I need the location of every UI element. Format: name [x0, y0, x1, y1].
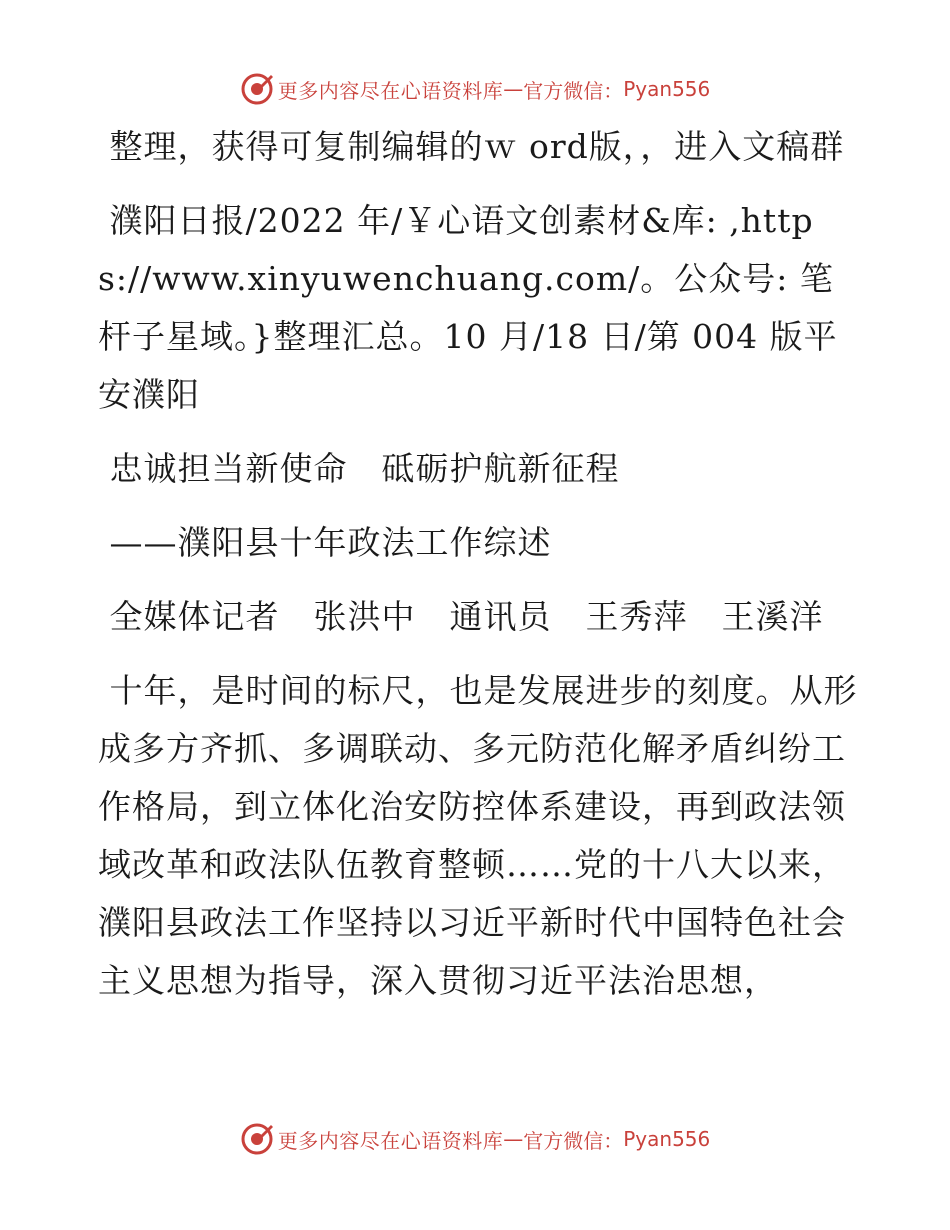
- document-body: [98, 118, 858, 1026]
- footer-banner: [0, 1122, 950, 1156]
- header-banner: [0, 72, 950, 106]
- article-subtitle: ——濮阳县十年政法工作综述: [98, 523, 552, 562]
- pen-circle-icon: [240, 72, 274, 106]
- intro-paragraph: 整理，获得可复制编辑的ｗ ord版，，进入文稿群: [98, 127, 845, 166]
- article-body-paragraph: 十年，是时间的标尺，也是发展进步的刻度。从形成多方齐抓、多调联动、多元防范化解矛盾纠纷工作格局，到立体化治安防控体系建设，再到政法领域改革和政法队伍教育整顿……党的十八大以来，濮阳县政法工作坚持以习近平新时代中国特色社会主义思想为指导，深入贯彻习近平法治思想，: [98, 671, 858, 1000]
- banner-wechat-id: Pyan556: [623, 1127, 711, 1151]
- banner-text: 更多内容尽在心语资料库: [277, 78, 504, 103]
- article-byline: 全媒体记者 张洪中 通讯员 王秀萍 王溪洋: [98, 597, 824, 636]
- banner-dash: —: [503, 77, 524, 101]
- banner-dash: —: [503, 1127, 524, 1151]
- banner-wechat-id: Pyan556: [623, 77, 711, 101]
- banner-wechat-label: 官方微信：: [523, 1128, 624, 1153]
- banner-wechat-label: 官方微信：: [523, 78, 624, 103]
- source-paragraph: 濮阳日报/2022 年/￥心语文创素材&库: ,https://www.xinyuwenchuang.com/。公众号: 笔杆子星域。}整理汇总。10 月/18 日/第 004 版平安濮阳: [98, 201, 838, 414]
- banner-text: 更多内容尽在心语资料库: [277, 1128, 504, 1153]
- pen-circle-icon: [240, 1122, 274, 1156]
- article-title: 忠诚担当新使命 砥砺护航新征程: [98, 449, 620, 488]
